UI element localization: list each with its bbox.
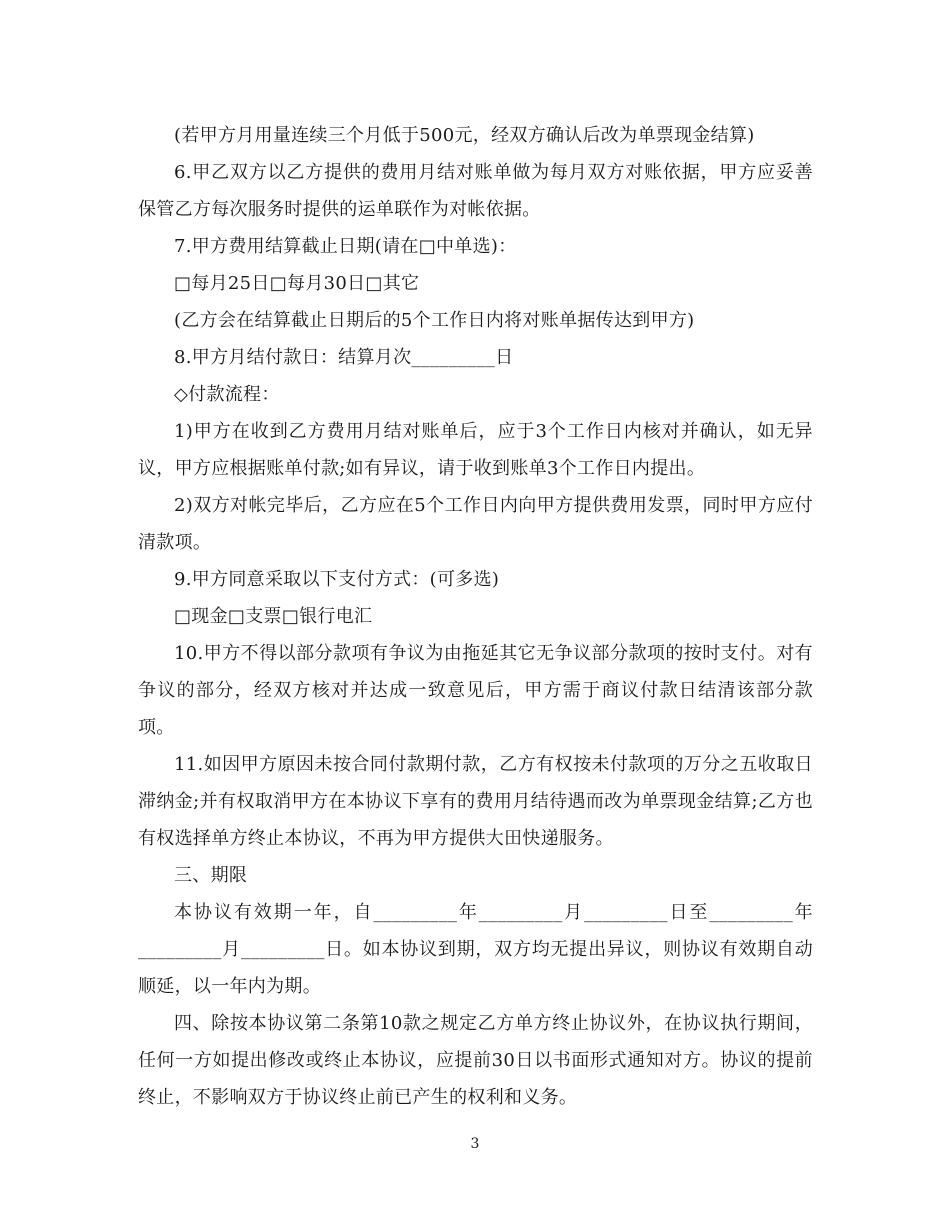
document-body (138, 117, 813, 1116)
paragraph-clause-7: 7.甲方费用结算截止日期(请在□中单选)： (174, 236, 517, 257)
paragraph-clause-8: 8.甲方月结付款日：结算月次_________日 (174, 347, 514, 368)
page-number: 3 (470, 1136, 480, 1152)
paragraph-clause-10: 10.甲方不得以部分款项有争议为由拖延其它无争议部分款项的按时支付。对有争议的部分，经双方核对并达成一致意见后，甲方需于商议付款日结清该部分款项。 (138, 643, 813, 738)
paragraph-term: 本协议有效期一年，自_________年_________月_________日至_________年_________月_________日。如本协议到期，双方均无提出异议，则协议有效期自动顺延，以一年内为期。 (138, 902, 813, 997)
paragraph-note-minimum-usage: (若甲方月用量连续三个月低于500元，经双方确认后改为单票现金结算) (174, 125, 755, 146)
paragraph-note-statement-delivery: (乙方会在结算截止日期后的5个工作日内将对账单据传达到甲方) (174, 310, 695, 331)
paragraph-clause-11: 11.如因甲方原因未按合同付款期付款，乙方有权按未付款项的万分之五收取日滞纳金;并有权取消甲方在本协议下享有的费用月结待遇而改为单票现金结算;乙方也有权选择单方终止本协议，不再为甲方提供大田快递服务。 (138, 754, 813, 849)
paragraph-payment-step-2: 2)双方对帐完毕后，乙方应在5个工作日内向甲方提供费用发票，同时甲方应付清款项。 (138, 495, 813, 553)
section-heading-term: 三、期限 (174, 865, 248, 886)
paragraph-section-4: 四、除按本协议第二条第10款之规定乙方单方终止协议外，在协议执行期间，任何一方如提出修改或终止本协议，应提前30日以书面形式通知对方。协议的提前终止，不影响双方于协议终止前已产生的权利和义务。 (138, 1013, 813, 1108)
paragraph-payment-step-1: 1)甲方在收到乙方费用月结对账单后，应于3个工作日内核对并确认，如无异议，甲方应根据账单付款;如有异议，请于收到账单3个工作日内提出。 (138, 421, 813, 479)
paragraph-settlement-options: □每月25日□每月30日□其它 (174, 273, 420, 294)
paragraph-clause-6: 6.甲乙双方以乙方提供的费用月结对账单做为每月双方对账依据，甲方应妥善保管乙方每次服务时提供的运单联作为对帐依据。 (138, 162, 813, 220)
paragraph-payment-process-heading: ◇付款流程： (174, 384, 280, 405)
paragraph-payment-options: □现金□支票□银行电汇 (174, 606, 373, 627)
paragraph-clause-9: 9.甲方同意采取以下支付方式：(可多选) (174, 569, 500, 590)
